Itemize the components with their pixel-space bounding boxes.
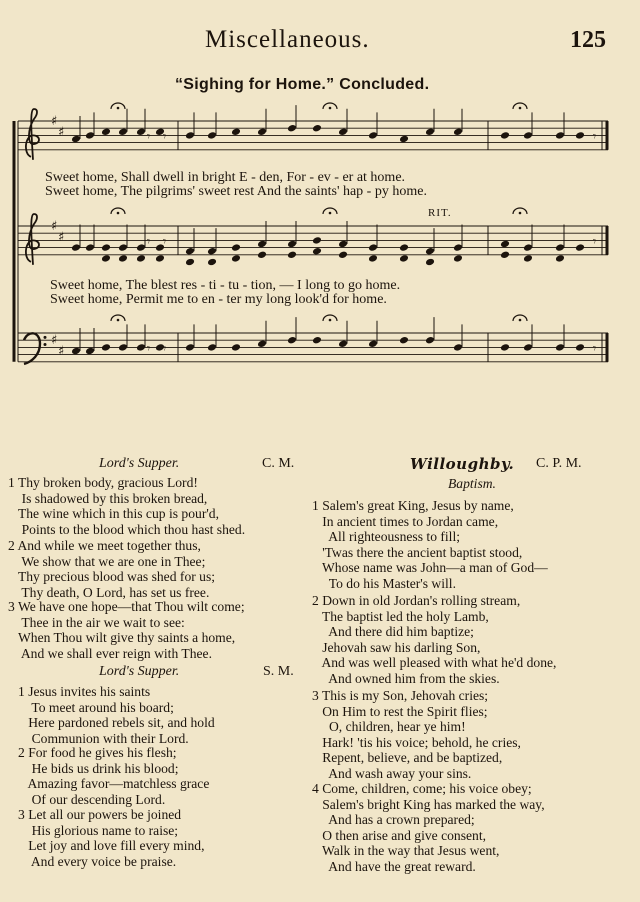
note-head: [185, 247, 195, 256]
note-head: [338, 340, 348, 349]
note-head: [287, 240, 297, 249]
bass-clef-dot: [44, 343, 47, 346]
note-head: [136, 343, 146, 352]
note-head: [287, 251, 297, 260]
note-head: [500, 131, 510, 140]
meter: C. M.: [262, 456, 295, 471]
note-head: [338, 128, 348, 137]
note-head: [71, 243, 81, 252]
sharp-icon: ♯: [58, 229, 65, 245]
note-head: [338, 240, 348, 249]
rest-icon: 𝄾: [163, 129, 167, 144]
hymn-verse: 1 Salem's great King, Jesus by name, In ancient times to Jordan came, All righteousness to fill; 'Twas there the ancient baptist stood, Whose name was John—a man of God— To do his Master's will.: [312, 498, 548, 591]
note-head: [500, 240, 510, 249]
note-head: [425, 336, 435, 345]
tempo-mark: RIT.: [428, 207, 452, 219]
note-head: [575, 243, 585, 252]
sharp-icon: ♯: [51, 219, 58, 234]
song-title: “Sighing for Home.” Concluded.: [175, 76, 430, 93]
rest-icon: 𝄾: [593, 129, 597, 144]
treble-clef-icon: [26, 109, 39, 160]
hymn-subject: Baptism.: [448, 476, 496, 491]
note-head: [257, 340, 267, 349]
note-head: [399, 254, 409, 263]
note-head: [500, 251, 510, 260]
note-head: [523, 131, 533, 140]
note-head: [71, 135, 81, 144]
rest-icon: 𝄾: [163, 341, 167, 356]
hymn-verse: 1 Thy broken body, gracious Lord! Is shadowed by this broken bread, The wine which in this cup is pour'd, Points to the blood which thou hast shed.: [8, 475, 246, 537]
note-head: [85, 131, 95, 140]
note-head: [555, 254, 565, 263]
sharp-icon: ♯: [51, 114, 58, 129]
note-head: [523, 343, 533, 352]
hymn-verse: 2 Down in old Jordan's rolling stream, The baptist led the holy Lamb, And there did him baptize; Jehovah saw his darling Son, And was well pleased with what he'd done, And owned him from the skies.: [312, 593, 557, 686]
note-head: [575, 131, 585, 140]
tune-name: Lord's Supper.: [99, 664, 180, 679]
note-head: [425, 128, 435, 137]
note-head: [368, 340, 378, 349]
note-head: [555, 243, 565, 252]
sharp-icon: ♯: [58, 124, 65, 140]
note-head: [231, 343, 241, 352]
note-head: [453, 343, 463, 352]
rest-icon: 𝄾: [593, 234, 597, 249]
fermata-dot: [519, 319, 522, 322]
tune-name: Willoughby.: [410, 455, 515, 473]
hymn-verse: 3 We have one hope—that Thou wilt come; Thee in the air we wait to see: When Thou wilt give thy saints a home, And we shall ever reign with Thee.: [8, 599, 245, 661]
note-head: [257, 240, 267, 249]
note-head: [101, 128, 111, 137]
note-head: [207, 343, 217, 352]
note-head: [118, 243, 128, 252]
rest-icon: 𝄾: [163, 234, 167, 249]
note-head: [101, 343, 111, 352]
note-head: [368, 254, 378, 263]
lyric-line: Sweet home, The blest res - ti - tu - tion, — I long to go home.: [50, 278, 401, 293]
meter: S. M.: [263, 664, 294, 679]
note-head: [71, 347, 81, 356]
note-head: [231, 243, 241, 252]
note-head: [555, 343, 565, 352]
note-head: [312, 236, 322, 245]
lyric-line: Sweet home, Permit me to en - ter my long look'd for home.: [50, 292, 387, 307]
note-head: [207, 258, 217, 267]
note-head: [118, 128, 128, 137]
note-head: [500, 343, 510, 352]
note-head: [185, 343, 195, 352]
hymn-verse: 2 And while we meet together thus, We show that we are one in Thee; Thy precious blood was shed for us; Thy death, O Lord, has set us free.: [8, 538, 216, 600]
hymn-verse: 1 Jesus invites his saints To meet around his board; Here pardoned rebels sit, and hold Communion with their Lord.: [18, 684, 215, 746]
fermata-dot: [329, 212, 332, 215]
note-head: [399, 135, 409, 144]
note-head: [101, 243, 111, 252]
note-head: [257, 128, 267, 137]
fermata-dot: [329, 319, 332, 322]
note-head: [136, 243, 146, 252]
fermata-dot: [519, 212, 522, 215]
bass-clef-dot: [44, 336, 47, 339]
fermata-dot: [117, 319, 120, 322]
note-head: [231, 128, 241, 137]
note-head: [453, 128, 463, 137]
note-head: [287, 124, 297, 133]
note-head: [453, 243, 463, 252]
note-head: [453, 254, 463, 263]
fermata-dot: [519, 107, 522, 110]
fermata-dot: [329, 107, 332, 110]
note-head: [207, 131, 217, 140]
fermata-dot: [117, 212, 120, 215]
note-head: [338, 251, 348, 260]
note-head: [118, 343, 128, 352]
note-head: [257, 251, 267, 260]
lyric-line: Sweet home, Shall dwell in bright E - den, For - ev - er at home.: [45, 170, 406, 185]
note-head: [575, 343, 585, 352]
rest-icon: 𝄾: [147, 341, 151, 356]
note-head: [312, 247, 322, 256]
note-head: [287, 336, 297, 345]
note-head: [368, 131, 378, 140]
note-head: [425, 258, 435, 267]
note-head: [555, 131, 565, 140]
tune-name: Lord's Supper.: [99, 456, 180, 471]
note-head: [312, 124, 322, 133]
note-head: [118, 254, 128, 263]
sharp-icon: ♯: [51, 333, 58, 349]
note-head: [185, 131, 195, 140]
lyric-line: Sweet home, The pilgrims' sweet rest And the saints' hap - py home.: [45, 184, 427, 199]
hymn-verse: 2 For food he gives his flesh; He bids us drink his blood; Amazing favor—matchless grace Of our descending Lord.: [18, 745, 210, 807]
hymn-verse: 3 This is my Son, Jehovah cries; On Him to rest the Spirit flies; O, children, hear ye him! Hark! 'tis his voice; behold, he cries, Repent, believe, and be baptized, And wash away your sins.: [312, 688, 521, 781]
note-head: [399, 336, 409, 345]
treble-clef-icon: [26, 214, 39, 265]
note-head: [185, 258, 195, 267]
note-head: [399, 243, 409, 252]
note-head: [523, 243, 533, 252]
note-head: [207, 247, 217, 256]
fermata-dot: [117, 107, 120, 110]
note-head: [368, 243, 378, 252]
meter: C. P. M.: [536, 456, 582, 471]
page-number: 125: [570, 27, 606, 53]
bass-clef-icon: [24, 333, 40, 364]
rest-icon: 𝄾: [147, 129, 151, 144]
section-title: Miscellaneous.: [205, 26, 370, 53]
note-head: [101, 254, 111, 263]
rest-icon: 𝄾: [593, 341, 597, 356]
note-head: [85, 347, 95, 356]
note-head: [312, 336, 322, 345]
note-head: [155, 254, 165, 263]
note-head: [425, 247, 435, 256]
rest-icon: 𝄾: [147, 234, 151, 249]
hymn-verse: 3 Let all our powers be joined His glorious name to raise; Let joy and love fill every mind, And every voice be praise.: [18, 807, 205, 869]
note-head: [85, 243, 95, 252]
note-head: [136, 254, 146, 263]
note-head: [136, 128, 146, 137]
note-head: [231, 254, 241, 263]
sharp-icon: ♯: [58, 344, 65, 359]
note-head: [523, 254, 533, 263]
sheet-music: [0, 0, 640, 400]
hymn-verse: 4 Come, children, come; his voice obey; Salem's bright King has marked the way, And has a crown prepared; O then arise and give consent, Walk in the way that Jesus went, And have the great reward.: [312, 781, 545, 874]
